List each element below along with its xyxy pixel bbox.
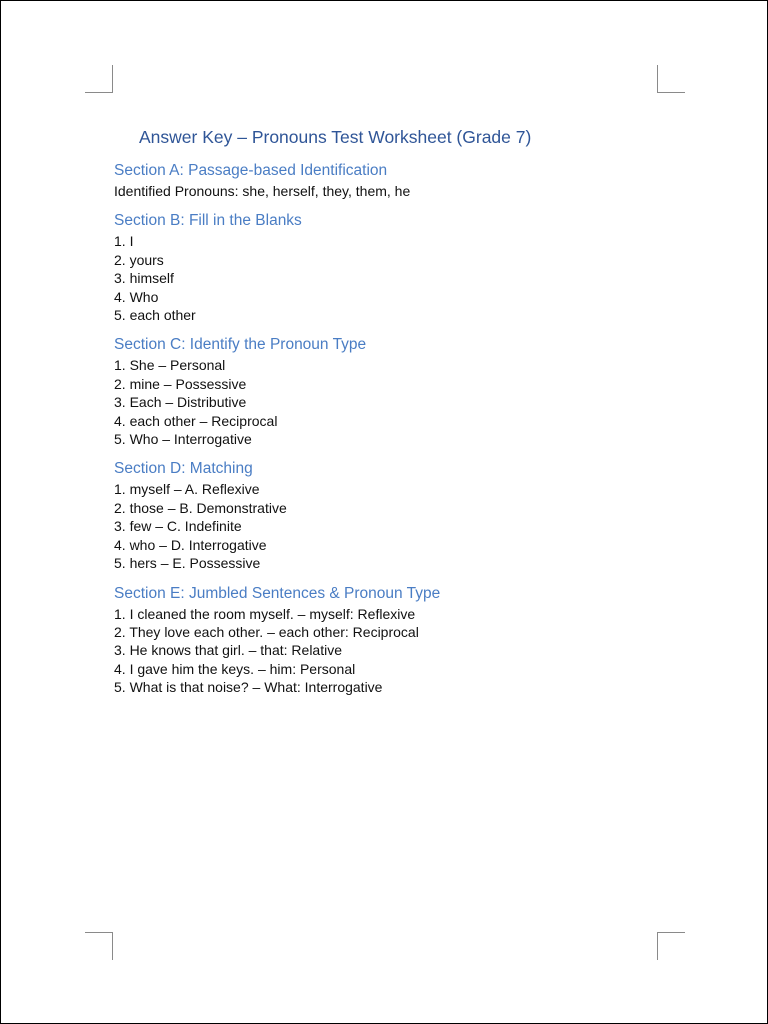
answer-line: 1. myself – A. Reflexive [114,481,260,498]
crop-mark-bottom-right [657,932,685,960]
answer-line: Identified Pronouns: she, herself, they, them, he [114,183,411,199]
section-heading: Section E: Jumbled Sentences & Pronoun Type [114,584,441,602]
crop-mark-top-left [85,65,113,93]
answer-line: 1. She – Personal [114,357,226,374]
answer-line: 1. I [114,233,134,250]
answer-line: 2. yours [114,251,164,268]
section-a [114,160,654,200]
crop-mark-top-right [657,65,685,93]
answer-line: 1. I cleaned the room myself. – myself: Reflexive [114,605,416,622]
answer-line: 4. I gave him the keys. – him: Personal [114,660,356,677]
answer-line: 2. They love each other. – each other: Reciprocal [114,623,419,640]
crop-mark-bottom-left [85,932,113,960]
answer-line: 5. hers – E. Possessive [114,555,261,572]
section-heading: Section D: Matching [114,460,253,478]
answer-line: 3. himself [114,270,174,287]
section-heading: Section B: Fill in the Blanks [114,212,302,230]
document-title: Answer Key – Pronouns Test Worksheet (Grade 7) [139,127,532,147]
answer-line: 5. each other [114,307,196,324]
section-heading: Section C: Identify the Pronoun Type [114,336,367,354]
answer-line: 3. few – C. Indefinite [114,518,242,535]
answer-line: 3. Each – Distributive [114,394,247,411]
section-d [114,458,654,572]
section-c [114,334,654,448]
document-content [114,125,654,697]
answer-line: 4. Who [114,288,159,305]
answer-line: 4. each other – Reciprocal [114,412,278,429]
section-b [114,210,654,324]
answer-line: 3. He knows that girl. – that: Relative [114,642,342,659]
answer-line: 2. mine – Possessive [114,375,247,392]
answer-line: 4. who – D. Interrogative [114,536,267,553]
section-e [114,583,654,697]
answer-line: 5. Who – Interrogative [114,431,252,448]
answer-line: 5. What is that noise? – What: Interrogative [114,679,383,696]
section-heading: Section A: Passage-based Identification [114,162,388,179]
answer-line: 2. those – B. Demonstrative [114,499,287,516]
